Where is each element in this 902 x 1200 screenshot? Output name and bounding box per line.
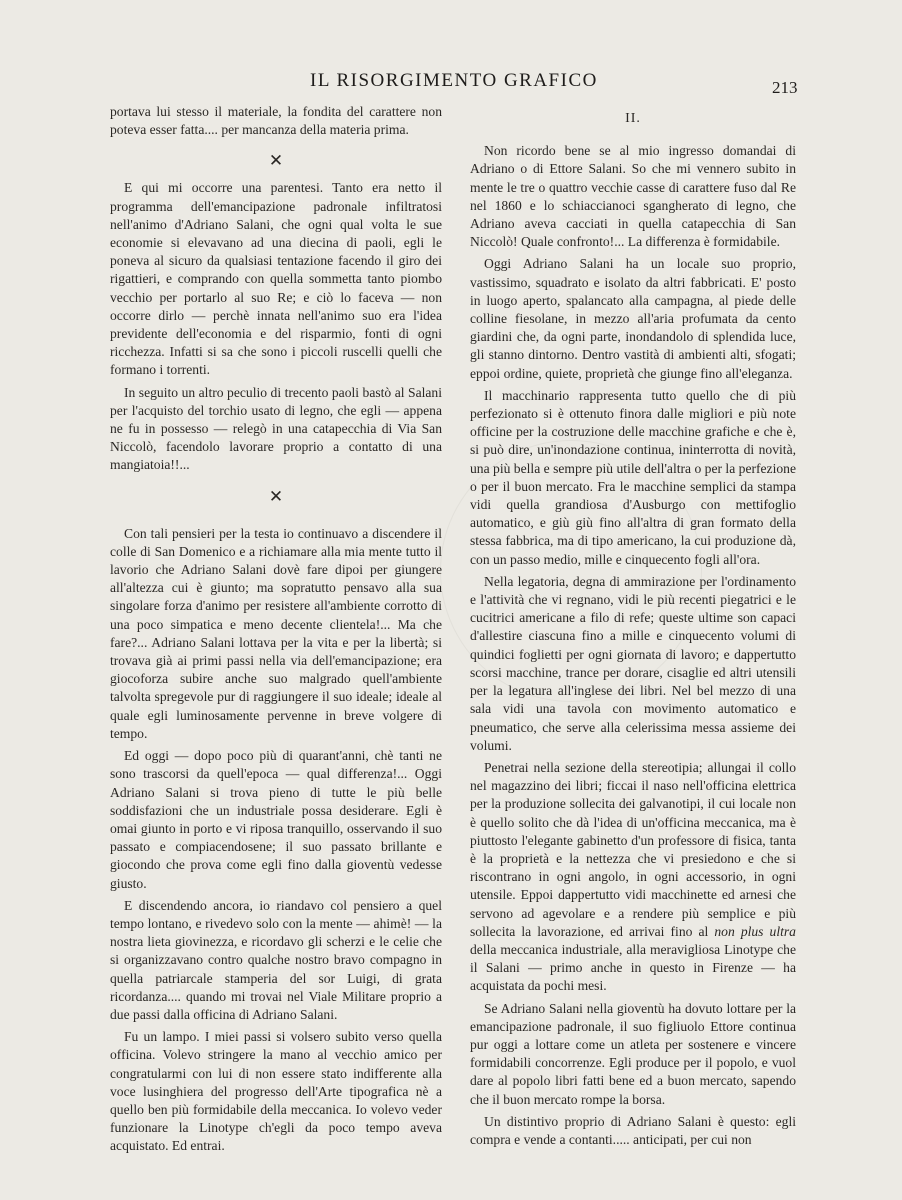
ornament-divider: ✕	[268, 486, 284, 506]
left-column	[110, 103, 442, 1160]
paragraph: E qui mi occorre una parentesi. Tanto era netto il programma dell'emancipazione padronale infiltratosi nell'animo d'Adriano Salani, che ogni qual volta le sue economie si elevavano ad una diecina di paoli, egli le poneva al sicuro da qualsiasi tentazione facendo il giro dei rigattieri, e comprando con quella sommetta tanto piombo vecchio per portarlo al suo Re; e ciò lo faceva — non occorre dirlo — perchè innata nell'animo suo era l'idea previdente dell'economia e del risparmio, fonti di ogni ricchezza. Infatti si sa che sono i piccoli ruscelli quelli che formano i torrenti.	[110, 180, 442, 378]
spacer	[110, 515, 442, 525]
paragraph: Con tali pensieri per la testa io continuavo a discendere il colle di San Domenico e a richiamare alla mia mente tutto il lavorio che Adriano Salani dovè fare dipoi per giungere all'altezza cui è giunto; ma sopratutto pensavo alla sua singolare forza d'animo per resistere all'ambiente corrotto di una poco simpatica e meno decente clientela!... Ma che fare?... Adriano Salani lottava per la vita e per la libertà; si trovava già ai primi passi nella via dell'emancipazione; era giocoforza subire anche suo malgrado quell'ambiente talvolta spregevole pur di raggiungere il suo ideale; ideale al quale egli luminosamente pervenne in breve volgere di tempo.	[110, 525, 442, 741]
paragraph: Se Adriano Salani nella gioventù ha dovuto lottare per la emancipazione padronale, il suo figliuolo Ettore continua pur oggi a lottare come un atleta per sostenere e vincere formidabili concorrenze. Egli produce per il popolo, e vuol dare al popolo libri fatti bene ed a buon mercato, sapendo che il buon mercato rompe la borsa.	[470, 1000, 796, 1107]
italic-phrase: non plus ultra	[714, 923, 796, 939]
paragraph: Non ricordo bene se al mio ingresso domandai di Adriano o di Ettore Salani. So che mi vennero subito in mente le tre o quattro vecchie casse di carattere fuso dal Re nel 1860 e lo schiaccianoci sgangherato di legno, che Adriano aveva cacciati in quella catapecchia di San Niccolò! Quale confronto!... La differenza è formidabile.	[470, 143, 796, 250]
running-header	[0, 70, 902, 100]
paragraph-text: Penetrai nella sezione della stereotipia; allungai il collo nel magazzino dei libri; ficcai il naso nell'officina elettrica per la produzione sollecita dei galvanotipi, il cui locale non è quello solito che dà l'idea di un'officina meccanica, ma è piuttosto l'elegante gabinetto d'un professore di fisica, tanta è la proprietà e la nettezza che vi presiedono e che si riscontrano in ogni angolo, in ogni accessorio, in ogni utensile. Eppoi dappertutto vidi macchinette ed arnesi che servono ad agevolare e a rendere più semplice e più sollecita la lavorazione, ed arrivai fino al	[470, 759, 796, 939]
paragraph: Il macchinario rappresenta tutto quello che di più perfezionato si è ottenuto finora dalle migliori e più note officine per la costruzione delle macchine grafiche e che è, si può dire, un'inondazione continua, ininterrotta di novità, una più bella e sempre più utile dell'altra o per la perfezione o per il buon mercato. Fra le macchine semplici da stampa vidi quella grandiosa d'Ausburgo con mettifoglio automatico, e giù giù fino all'altra di gran formato della stessa fabbrica, ma di tipo americano, la cui produzione dà, con un passo medio, mille e cinquecento fogli all'ora.	[470, 387, 796, 567]
paragraph: Nella legatoria, degna di ammirazione per l'ordinamento e l'attività che vi regnano, vidi le più recenti piegatrici e le cucitrici americane a filo di refe; queste ultime son capaci d'allestire ciascuna fino a mille e cinquecento volumi di quindici foglietti per ogni giornata di lavoro; e dappertutto scorsi macchine, trance per dorare, cisaglie ed altri utensili per la legatura all'inglese dei libri. Nel bel mezzo di una sala vidi una tavola con movimento automatico e pneumatico, che serve alla celerissima messa assieme dei volumi.	[470, 573, 796, 753]
paragraph: Un distintivo proprio di Adriano Salani è questo: egli compra e vende a contanti..... anticipati, per cui non	[470, 1113, 796, 1147]
right-column	[470, 110, 796, 1153]
paragraph	[470, 759, 796, 996]
paragraph: Oggi Adriano Salani ha un locale suo proprio, vastissimo, squadrato e isolato da altri fabbricati. E' posto in luogo aperto, spalancato alla campagna, al piede delle colline fiesolane, in mezzo all'aria profumata da cento giardini che, da ogni parte, inondandolo di splendida luce, gli stanno dintorno. Dentro vastità di ambienti alti, sfogati; eppoi ordine, quiete, proprietà che giunge fino all'eleganza.	[470, 256, 796, 381]
ornament-divider: ✕	[268, 151, 284, 171]
journal-title: IL RISORGIMENTO GRAFICO	[310, 70, 598, 91]
paragraph: Fu un lampo. I miei passi si volsero subito verso quella officina. Volevo stringere la mano al vecchio amico per congratularmi con lui di non essere stato indifferente alla voce lusinghiera del progresso dell'Arte tipografica nè a quello ben più formidabile della meccanica. Io volevo veder funzionare la Linotype ch'egli da poco tempo aveva acquistato. Ed entrai.	[110, 1029, 442, 1154]
page-number: 213	[772, 78, 798, 97]
paragraph: portava lui stesso il materiale, la fondita del carattere non poteva esser fatta.... per mancanza della materia prima.	[110, 104, 442, 138]
paragraph-text: della meccanica industriale, alla meravigliosa Linotype che il Salani — primo anche in questo in Firenze — ha acquistata da pochi mesi.	[470, 941, 796, 994]
paragraph: Ed oggi — dopo poco più di quarant'anni, chè tanti ne sono trascorsi da quell'epoca — qual differenza!... Oggi Adriano Salani si trova pieno di tutte le più belle soddisfazioni che un industriale possa desiderare. Egli è omai giunto in porto e vi riposa tranquillo, osservando il suo passato e compiacendosene; il suo passato brillante e giocondo che prova come egli fino dalla gioventù vedesse giusto.	[110, 748, 442, 891]
paragraph: E discendendo ancora, io riandavo col pensiero a quel tempo lontano, e rivedevo solo con la mente — ahimè! — la nostra lieta giovinezza, e ricordavo gli scherzi e le celie che si organizzavano contro qualche nostro bravo compagno in quella patriarcale stamperia del sor Luigi, di grata ricordanza.... quando mi trovai nel Viale Militare proprio a due passi dalla officina di Adriano Salani.	[110, 897, 442, 1022]
paragraph: In seguito un altro peculio di trecento paoli bastò al Salani per l'acquisto del torchio usato di legno, che egli — appena ne fu in possesso — relegò in una catapecchia di Via San Niccolò, facendolo lavorare proprio a contatto di una mangiatoia!!...	[110, 384, 442, 473]
section-heading: II.	[625, 111, 641, 126]
